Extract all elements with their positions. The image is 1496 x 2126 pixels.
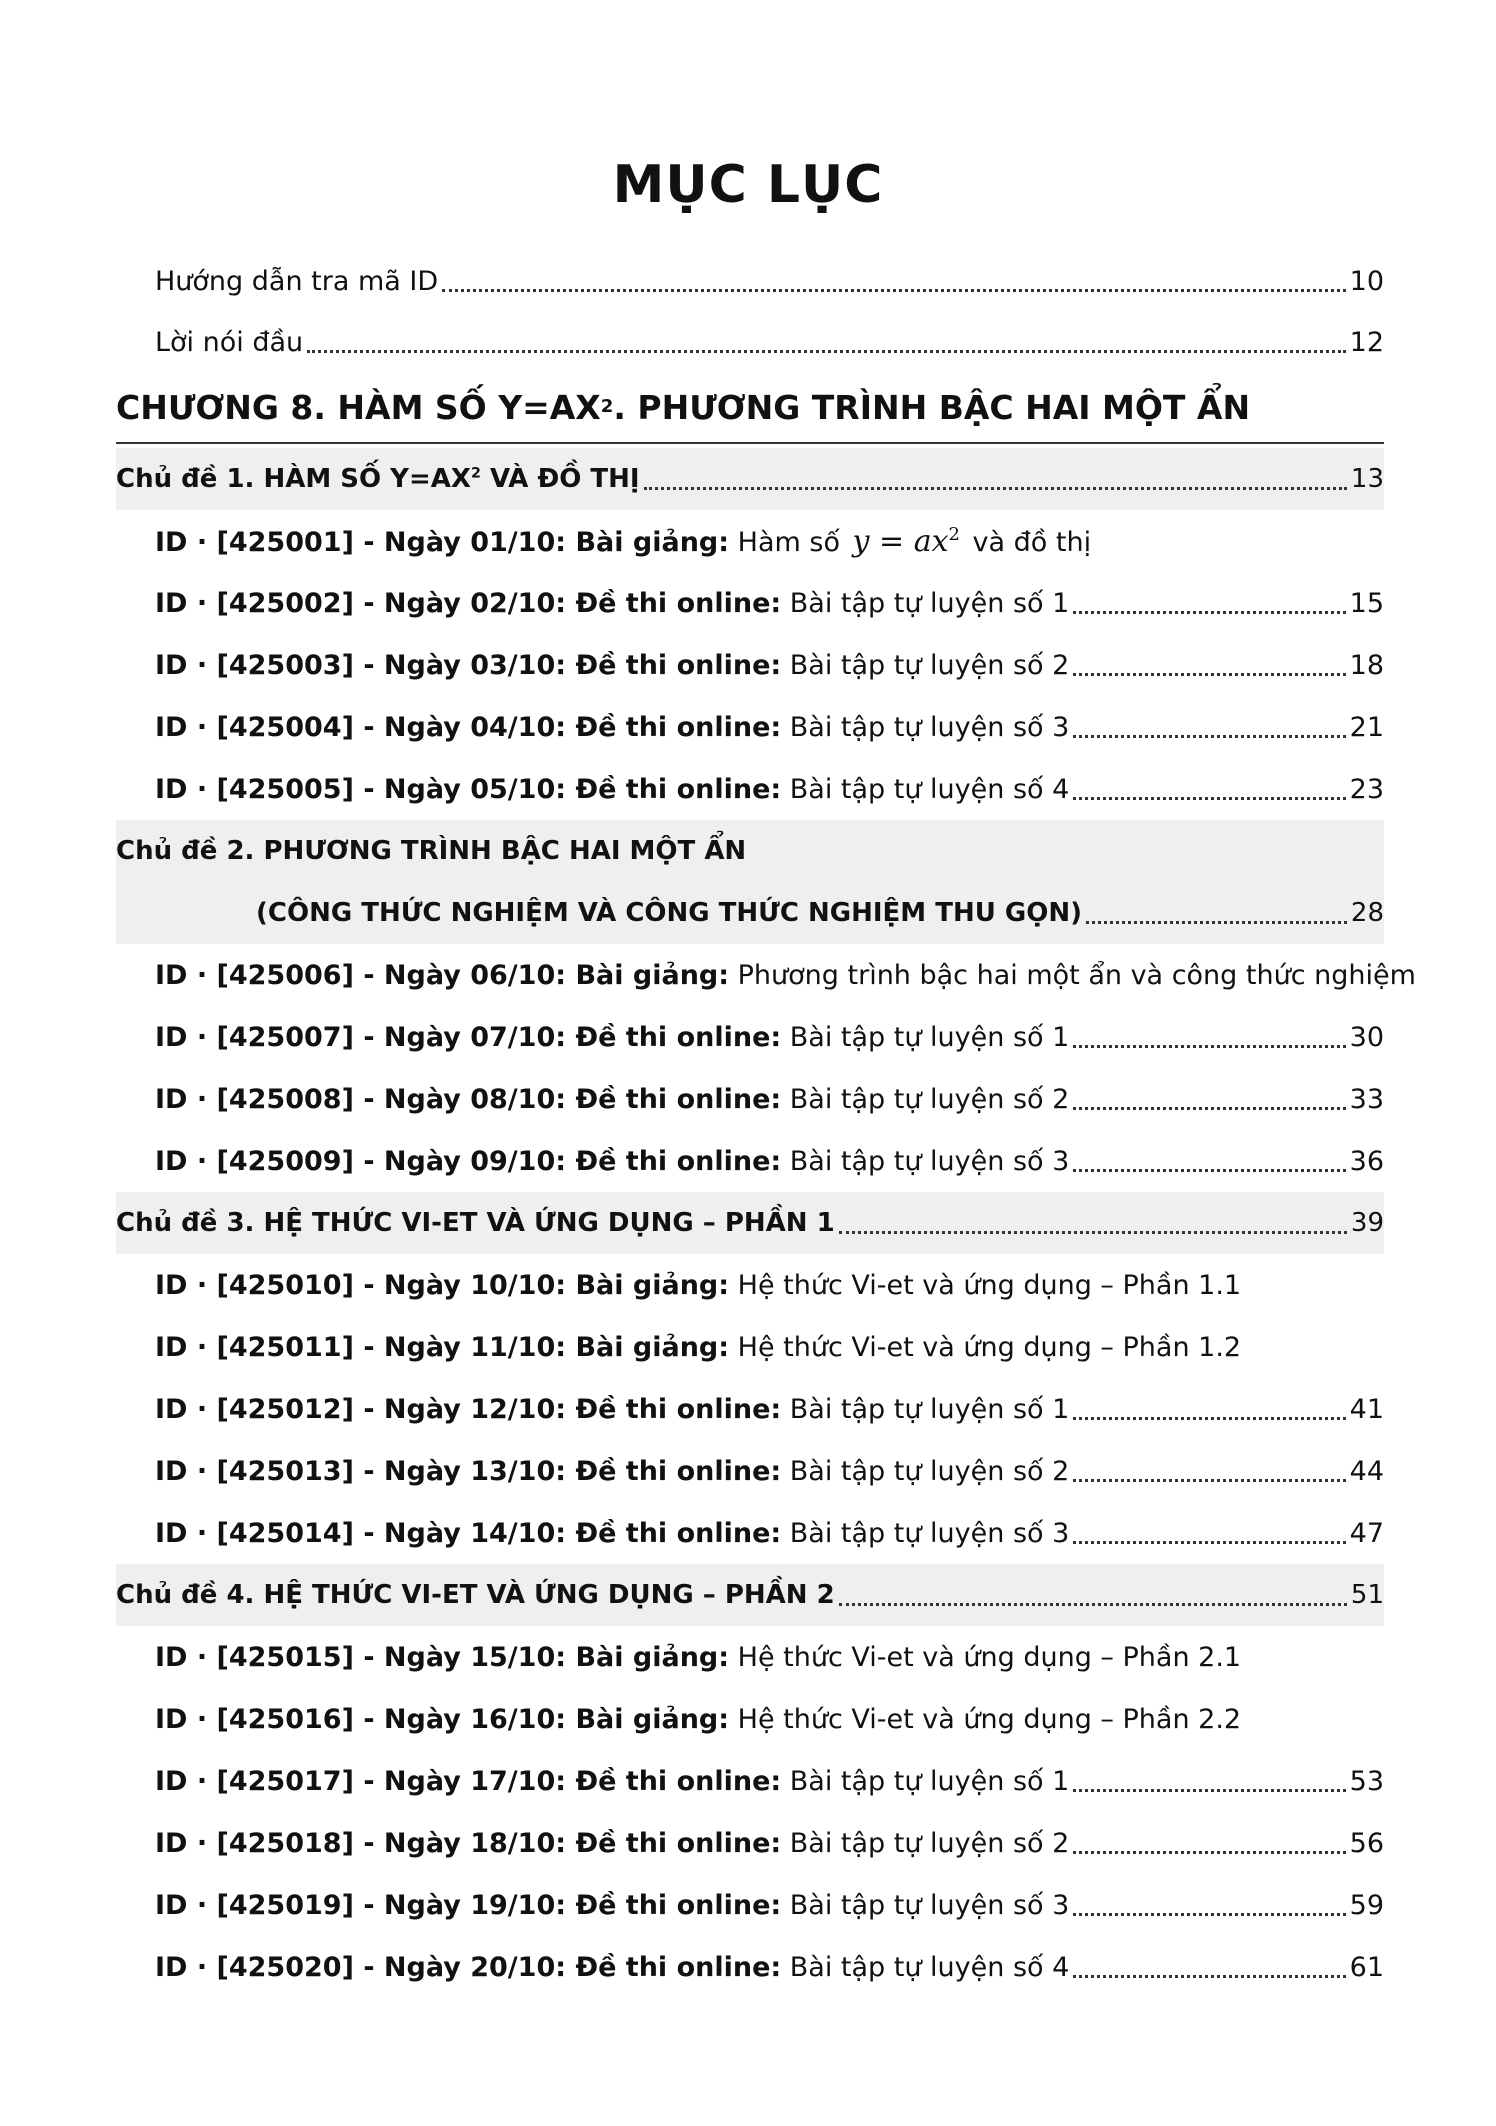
toc-page-number: 39 — [1350, 1208, 1384, 1238]
toc-page-number: 47 — [1349, 1517, 1384, 1549]
toc-entry-label: ID · [425015] - Ngày 15/10: Bài giảng: Hệ thức Vi-et và ứng dụng – Phần 2.1 — [155, 1641, 1242, 1673]
toc-entry-label: ID · [425013] - Ngày 13/10: Đề thi online: Bài tập tự luyện số 2 — [155, 1455, 1070, 1487]
chapter-divider — [116, 442, 1384, 444]
toc-entry-425010[interactable] — [155, 1254, 1384, 1316]
toc-entry-label: ID · [425011] - Ngày 11/10: Bài giảng: Hệ thức Vi-et và ứng dụng – Phần 1.2 — [155, 1331, 1242, 1363]
dot-leader — [307, 350, 1345, 353]
toc-page-number: 23 — [1349, 773, 1384, 805]
dot-leader — [839, 1603, 1347, 1606]
topic-label: Chủ đề 2. PHƯƠNG TRÌNH BẬC HAI MỘT ẨN — [116, 836, 747, 866]
toc-entry-425017[interactable] — [155, 1750, 1384, 1812]
chapter-heading[interactable]: CHƯƠNG 8. HÀM SỐ Y=AX 2 . PHƯƠNG TRÌNH BẬC HAI MỘT ẨN — [116, 387, 1251, 427]
topic-subtitle: (CÔNG THỨC NGHIỆM VÀ CÔNG THỨC NGHIỆM THU GỌN) — [256, 898, 1082, 928]
toc-entry-label: ID · [425019] - Ngày 19/10: Đề thi online: Bài tập tự luyện số 3 — [155, 1889, 1070, 1921]
toc-page-number: 15 — [1349, 587, 1384, 619]
toc-entry-front-2[interactable] — [155, 311, 1384, 373]
toc-entry-label: ID · [425014] - Ngày 14/10: Đề thi online: Bài tập tự luyện số 3 — [155, 1517, 1070, 1549]
toc-entry-425013[interactable] — [155, 1440, 1384, 1502]
toc-entry-425018[interactable] — [155, 1812, 1384, 1874]
toc-page-number: 44 — [1349, 1455, 1384, 1487]
toc-entry-label: ID · [425017] - Ngày 17/10: Đề thi online: Bài tập tự luyện số 1 — [155, 1765, 1070, 1797]
dot-leader — [1073, 735, 1345, 738]
toc-entry-425015[interactable] — [155, 1626, 1384, 1688]
toc-entry-425019[interactable] — [155, 1874, 1384, 1936]
dot-leader — [1073, 1169, 1345, 1172]
toc-page-number: 10 — [1349, 265, 1384, 297]
toc-entry-label: ID · [425001] - Ngày 01/10: Bài giảng: Hàm số $y = ax^2$ và đồ thị — [155, 523, 1092, 559]
dot-leader — [442, 289, 1345, 292]
toc-entry-425004[interactable] — [155, 696, 1384, 758]
toc-entry-label: ID · [425012] - Ngày 12/10: Đề thi online: Bài tập tự luyện số 1 — [155, 1393, 1070, 1425]
dot-leader — [1073, 1417, 1345, 1420]
toc-entry-425011[interactable] — [155, 1316, 1384, 1378]
toc-page-number: 41 — [1349, 1393, 1384, 1425]
toc-entry-label: ID · [425008] - Ngày 08/10: Đề thi online: Bài tập tự luyện số 2 — [155, 1083, 1070, 1115]
page-title: MỤC LỤC — [612, 155, 884, 215]
dot-leader — [1073, 1541, 1345, 1544]
toc-entry-label: ID · [425016] - Ngày 16/10: Bài giảng: Hệ thức Vi-et và ứng dụng – Phần 2.2 — [155, 1703, 1242, 1735]
toc-entry-425002[interactable] — [155, 572, 1384, 634]
toc-page-number: 12 — [1349, 326, 1384, 358]
toc-entry-label: Lời nói đầu — [155, 326, 304, 358]
toc-page-number: 56 — [1349, 1827, 1384, 1859]
topic-heading-4[interactable] — [116, 1564, 1384, 1626]
toc-entry-front-1[interactable] — [155, 250, 1384, 312]
dot-leader — [1073, 611, 1345, 614]
toc-page-number: 21 — [1349, 711, 1384, 743]
toc-entry-425016[interactable] — [155, 1688, 1384, 1750]
toc-entry-label: ID · [425002] - Ngày 02/10: Đề thi online: Bài tập tự luyện số 1 — [155, 587, 1070, 619]
toc-page-number: 18 — [1349, 649, 1384, 681]
toc-entry-label: ID · [425003] - Ngày 03/10: Đề thi online: Bài tập tự luyện số 2 — [155, 649, 1070, 681]
toc-entry-425020[interactable] — [155, 1936, 1384, 1998]
toc-page-number: 28 — [1350, 898, 1384, 928]
toc-entry-label: ID · [425007] - Ngày 07/10: Đề thi online: Bài tập tự luyện số 1 — [155, 1021, 1070, 1053]
toc-entry-label: ID · [425020] - Ngày 20/10: Đề thi online: Bài tập tự luyện số 4 — [155, 1951, 1070, 1983]
toc-entry-label: ID · [425005] - Ngày 05/10: Đề thi online: Bài tập tự luyện số 4 — [155, 773, 1070, 805]
topic-heading-2[interactable] — [116, 820, 1384, 882]
toc-page-number: 13 — [1350, 464, 1384, 494]
toc-entry-label: ID · [425009] - Ngày 09/10: Đề thi online: Bài tập tự luyện số 3 — [155, 1145, 1070, 1177]
toc-entry-425012[interactable] — [155, 1378, 1384, 1440]
toc-entry-425009[interactable] — [155, 1130, 1384, 1192]
topic-heading-3[interactable] — [116, 1192, 1384, 1254]
dot-leader — [1073, 1045, 1345, 1048]
dot-leader — [1073, 797, 1345, 800]
toc-entry-label: ID · [425018] - Ngày 18/10: Đề thi online: Bài tập tự luyện số 2 — [155, 1827, 1070, 1859]
toc-page-number: 53 — [1349, 1765, 1384, 1797]
dot-leader — [1086, 921, 1347, 924]
topic-heading-2-subtitle[interactable] — [116, 882, 1384, 944]
toc-entry-425005[interactable] — [155, 758, 1384, 820]
toc-page-number: 30 — [1349, 1021, 1384, 1053]
dot-leader — [1073, 1107, 1345, 1110]
topic-label: Chủ đề 3. HỆ THỨC VI-ET VÀ ỨNG DỤNG – PHẦN 1 — [116, 1208, 835, 1238]
chapter-title-prefix: CHƯƠNG 8. HÀM SỐ Y=AX — [116, 387, 601, 427]
math-formula: $y = ax^2$ — [852, 523, 960, 559]
toc-page-number: 36 — [1349, 1145, 1384, 1177]
topic-label: Chủ đề 1. HÀM SỐ $Y=AX^2$ VÀ ĐỒ THỊ — [116, 464, 640, 494]
toc-page-number: 61 — [1349, 1951, 1384, 1983]
toc-entry-label: ID · [425006] - Ngày 06/10: Bài giảng: Phương trình bậc hai một ẩn và công thức nghiệm — [155, 959, 1416, 991]
dot-leader — [1073, 673, 1345, 676]
topic-label: Chủ đề 4. HỆ THỨC VI-ET VÀ ỨNG DỤNG – PHẦN 2 — [116, 1580, 835, 1610]
dot-leader — [1073, 1789, 1345, 1792]
toc-page-number: 33 — [1349, 1083, 1384, 1115]
toc-entry-425008[interactable] — [155, 1068, 1384, 1130]
dot-leader — [1073, 1479, 1345, 1482]
toc-entry-425001[interactable] — [155, 510, 1384, 572]
dot-leader — [1073, 1913, 1345, 1916]
toc-entry-label: ID · [425004] - Ngày 04/10: Đề thi online: Bài tập tự luyện số 3 — [155, 711, 1070, 743]
toc-page-number: 59 — [1349, 1889, 1384, 1921]
toc-entry-label: ID · [425010] - Ngày 10/10: Bài giảng: Hệ thức Vi-et và ứng dụng – Phần 1.1 — [155, 1269, 1242, 1301]
toc-page-number: 51 — [1350, 1580, 1384, 1610]
toc-entry-425006[interactable] — [155, 944, 1416, 1006]
toc-entry-label: Hướng dẫn tra mã ID — [155, 265, 439, 297]
dot-leader — [839, 1231, 1347, 1234]
toc-entry-425003[interactable] — [155, 634, 1384, 696]
toc-entry-425007[interactable] — [155, 1006, 1384, 1068]
topic-heading-1[interactable] — [116, 448, 1384, 510]
chapter-title-suffix: . PHƯƠNG TRÌNH BẬC HAI MỘT ẨN — [613, 387, 1251, 427]
toc-entry-425014[interactable] — [155, 1502, 1384, 1564]
dot-leader — [1073, 1975, 1345, 1978]
dot-leader — [1073, 1851, 1345, 1854]
dot-leader — [644, 487, 1347, 490]
